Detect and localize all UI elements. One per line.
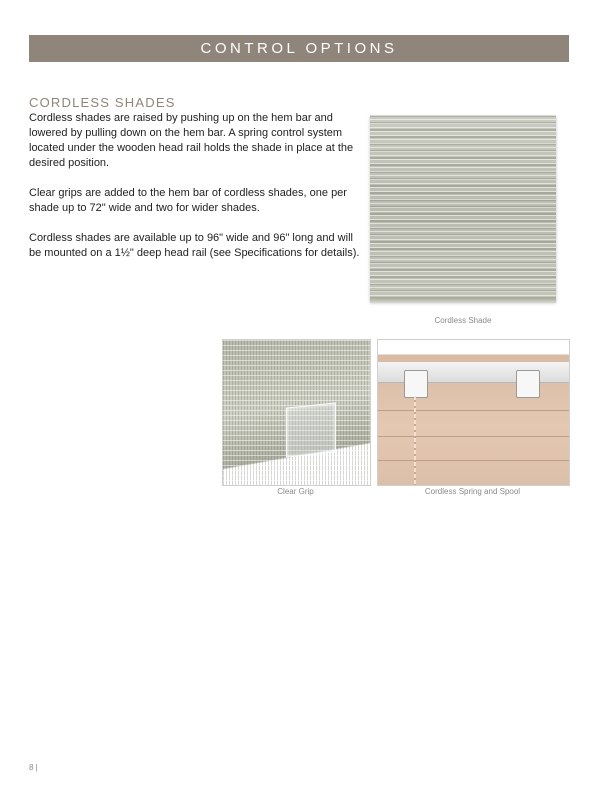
paragraph: Clear grips are added to the hem bar of cordless shades, one per shade up to 72" wide and two for wider shades.	[29, 187, 347, 214]
section-title: CORDLESS SHADES	[29, 95, 176, 110]
spool-caption: Cordless Spring and Spool	[424, 487, 521, 496]
shade-slat	[378, 436, 569, 437]
shade-caption: Cordless Shade	[434, 316, 492, 325]
page-number: 8 |	[29, 763, 38, 772]
section-banner	[29, 35, 569, 62]
lift-cord	[414, 396, 416, 486]
cordless-shade-photo	[370, 115, 556, 301]
body-text	[29, 111, 361, 276]
shade-hem-bar	[370, 298, 556, 303]
shade-slat	[378, 410, 569, 411]
spring-spool-photo	[377, 339, 570, 486]
clear-grip-clip	[286, 402, 336, 457]
paragraph: Cordless shades are available up to 96" wide and 96" long and will be mounted on a 1½" deep head rail (see Specifications for details).	[29, 232, 360, 259]
banner-title: CONTROL OPTIONS	[200, 40, 398, 57]
grip-caption: Clear Grip	[277, 487, 314, 496]
paragraph: Cordless shades are raised by pushing up on the hem bar and lowered by pulling down on the hem bar. A spring control system located under the wooden head rail holds the shade in place at the desired position.	[29, 112, 354, 169]
clear-grip-photo	[222, 339, 371, 486]
shade-slat	[378, 460, 569, 461]
spring-mechanism	[404, 370, 428, 398]
spool-mechanism	[516, 370, 540, 398]
